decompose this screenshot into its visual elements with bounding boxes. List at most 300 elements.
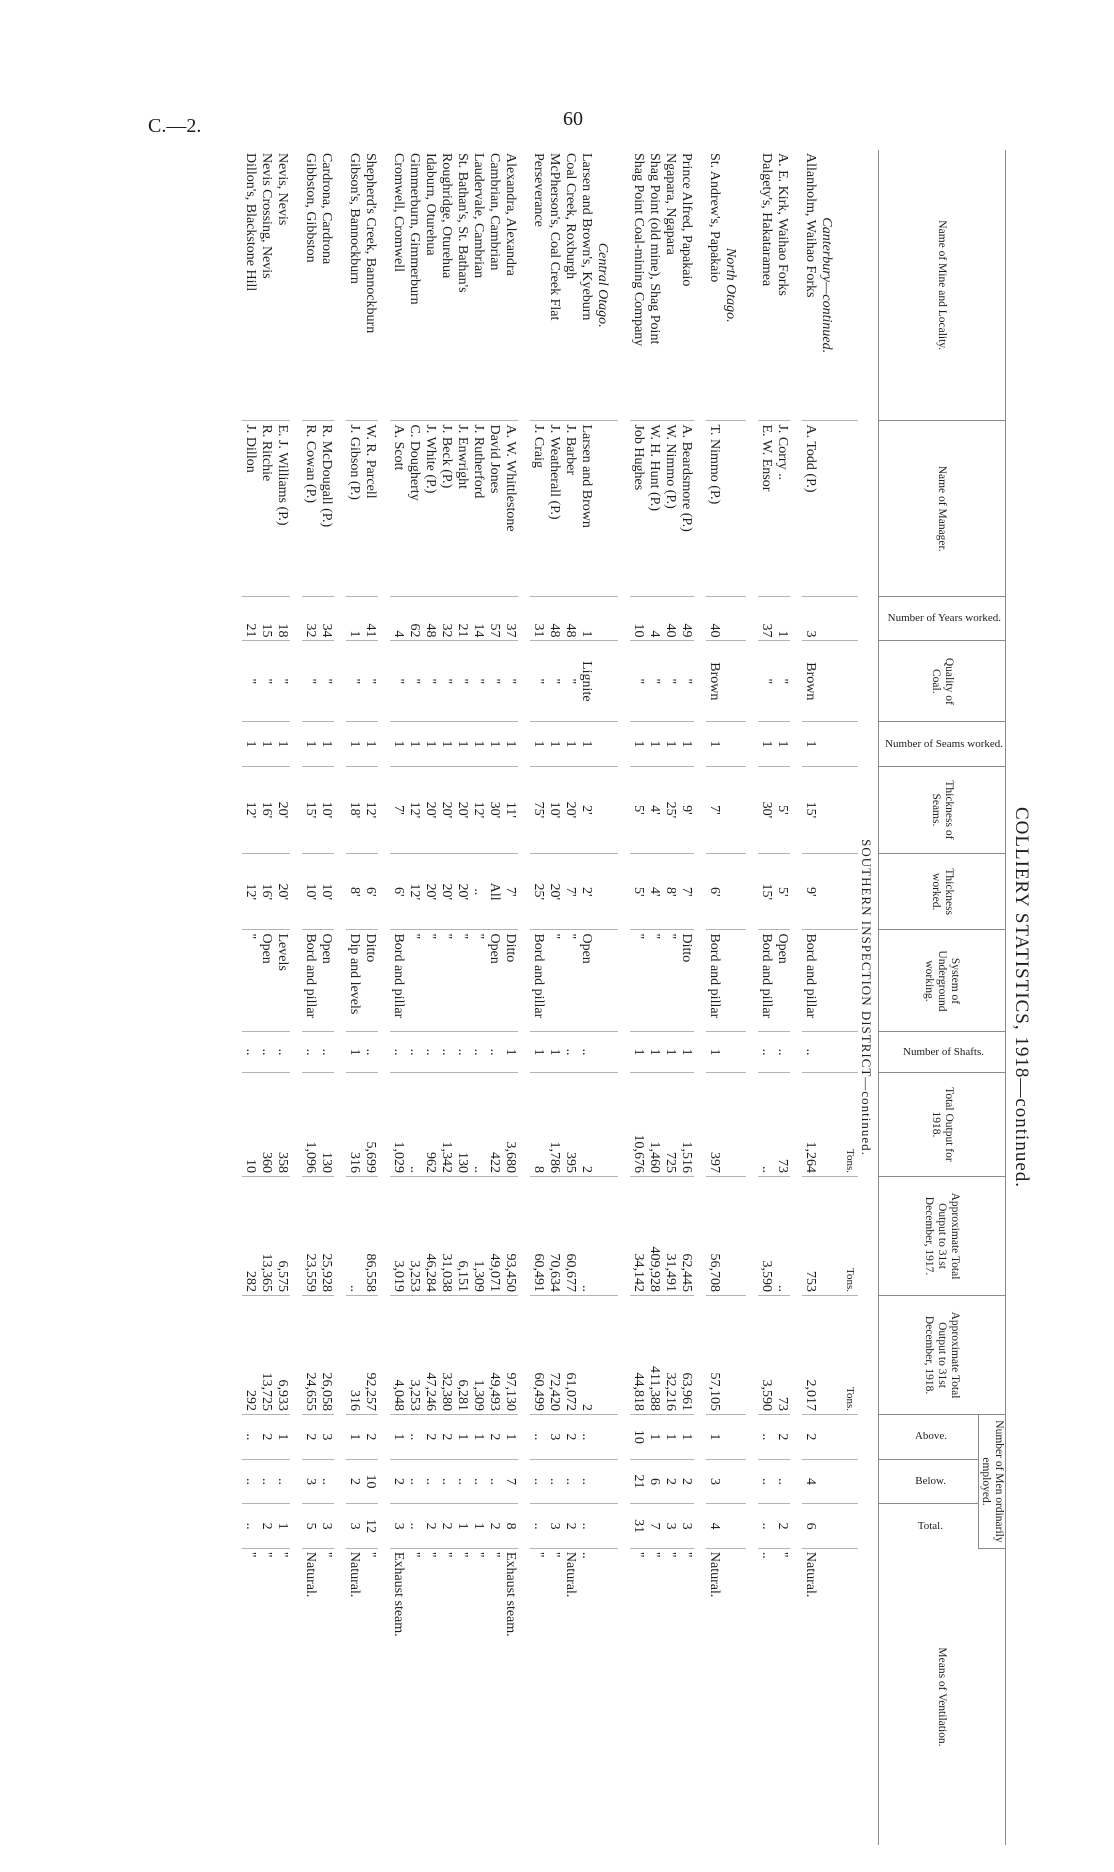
cell-vent: " — [547, 1551, 562, 1558]
cell-manager: J. Barber — [562, 421, 578, 596]
cell-ts: 30' — [758, 766, 774, 853]
group-spacer — [378, 150, 390, 1845]
cell-tw: 12' — [242, 853, 258, 930]
cell-below: 2 — [390, 1459, 406, 1504]
cell-years: 62 — [406, 596, 422, 641]
cell-above: 2 — [774, 1415, 790, 1460]
cell-vent: " — [487, 1551, 502, 1558]
cell-below: 6 — [646, 1459, 662, 1504]
group-spacer — [518, 150, 530, 1845]
cell-years: 41 — [362, 596, 378, 641]
cell-to1917: 3,590 — [758, 1177, 774, 1296]
district-heading: Central Otago. — [594, 150, 618, 421]
cell-shafts: .. — [578, 1032, 594, 1072]
cell-below: .. — [422, 1459, 438, 1504]
cell-above: 2 — [438, 1415, 454, 1460]
cell-below: 3 — [706, 1459, 722, 1504]
cell-mine: Allanholm, Waihao Forks — [802, 150, 818, 421]
cell-seams: 1 — [242, 722, 258, 767]
header-shafts: Number of Shafts. — [879, 1032, 1006, 1072]
cell-quality: " — [362, 641, 378, 722]
table-row — [562, 150, 578, 1845]
cell-above: 1 — [706, 1415, 722, 1460]
cell-above: 2 — [562, 1415, 578, 1460]
cell-t1918: 130 — [318, 1072, 334, 1176]
cell-to1917: 49,071 — [486, 1177, 502, 1296]
cell-tw: 20' — [274, 853, 290, 930]
cell-manager: David Jones — [486, 421, 502, 596]
header-above: Above. — [879, 1415, 979, 1460]
cell-seams: 1 — [362, 722, 378, 767]
cell-mine: Perseverance — [530, 150, 546, 421]
cell-quality: Lignite — [578, 641, 594, 722]
cell-to1917: 6,151 — [454, 1177, 470, 1296]
cell-quality: " — [662, 641, 678, 722]
cell-mine: Roughridge, Oturehua — [438, 150, 454, 421]
cell-total: 3 — [546, 1504, 562, 1549]
cell-t1918: 3,680 — [502, 1072, 518, 1176]
district-heading: North Otago. — [722, 150, 746, 421]
table-row — [630, 150, 646, 1845]
cell-t1918: 1,786 — [546, 1072, 562, 1176]
cell-to1917: 93,450 — [502, 1177, 518, 1296]
cell-below: .. — [562, 1459, 578, 1504]
cell-manager: J. Corry .. — [774, 421, 790, 596]
cell-vent: " — [775, 1551, 790, 1558]
cell-to1918: 2 — [578, 1296, 594, 1415]
cell-tw: 20' — [454, 853, 470, 930]
cell-total: 3 — [678, 1504, 694, 1549]
cell-total: 3 — [662, 1504, 678, 1549]
table-row — [274, 150, 290, 1845]
cell-years: 4 — [646, 596, 662, 641]
cell-to1918: 92,257 — [362, 1296, 378, 1415]
header-manager: Name of Manager. — [879, 421, 1006, 596]
cell-seams: 1 — [546, 722, 562, 767]
cell-to1917: .. — [774, 1177, 790, 1296]
cell-manager: R. McDougall (P.) — [318, 421, 334, 596]
cell-vent: Exhaust steam. — [391, 1551, 406, 1637]
cell-vent: " — [455, 1551, 470, 1558]
table-body — [242, 150, 879, 1845]
cell-tw: 20' — [422, 853, 438, 930]
cell-above: 2 — [486, 1415, 502, 1460]
cell-to1917: 23,559 — [302, 1177, 318, 1296]
cell-below: 2 — [346, 1459, 362, 1504]
cell-vent: " — [259, 1551, 274, 1558]
cell-system: Levels — [274, 930, 290, 1032]
cell-below: 2 — [678, 1459, 694, 1504]
table-row — [546, 150, 562, 1845]
cell-system: " — [562, 930, 578, 1032]
cell-manager: A. W. Whittlestone — [502, 421, 518, 596]
cell-below: .. — [454, 1459, 470, 1504]
cell-system: Ditto — [502, 930, 518, 1032]
cell-t1918: 358 — [274, 1072, 290, 1176]
cell-above: .. — [758, 1415, 774, 1460]
cell-tw: 8' — [662, 853, 678, 930]
cell-quality: " — [486, 641, 502, 722]
cell-ts: 30' — [486, 766, 502, 853]
table-row — [802, 150, 818, 1845]
cell-to1917: 13,365 — [258, 1177, 274, 1296]
cell-ts: 5' — [774, 766, 790, 853]
cell-manager: J. Enwright — [454, 421, 470, 596]
cell-vent: " — [407, 1551, 422, 1558]
cell-to1917: 34,142 — [630, 1177, 646, 1296]
cell-to1918: 1,309 — [470, 1296, 486, 1415]
cell-seams: 1 — [346, 722, 362, 767]
cell-above: 1 — [470, 1415, 486, 1460]
cell-tw: 10' — [318, 853, 334, 930]
cell-below: .. — [530, 1459, 546, 1504]
cell-above: 2 — [362, 1415, 378, 1460]
cell-tw: 8' — [346, 853, 362, 930]
cell-shafts: .. — [802, 1032, 818, 1072]
cell-shafts: .. — [318, 1032, 334, 1072]
cell-above: 1 — [454, 1415, 470, 1460]
cell-t1918: .. — [406, 1072, 422, 1176]
cell-t1918: 725 — [662, 1072, 678, 1176]
cell-below: .. — [774, 1459, 790, 1504]
header-system: System of Underground working. — [879, 930, 1006, 1032]
cell-vent: " — [439, 1551, 454, 1558]
table-row — [438, 150, 454, 1845]
cell-shafts: .. — [406, 1032, 422, 1072]
cell-system: Ditto — [678, 930, 694, 1032]
cell-seams: 1 — [630, 722, 646, 767]
cell-shafts: 1 — [630, 1032, 646, 1072]
table-row — [646, 150, 662, 1845]
cell-tw: 7' — [678, 853, 694, 930]
cell-system: Open — [486, 930, 502, 1032]
cell-shafts: .. — [422, 1032, 438, 1072]
cell-total: 1 — [274, 1504, 290, 1549]
cell-mine: Nevis, Nevis — [274, 150, 290, 421]
cell-system: Bord and pillar — [706, 930, 722, 1032]
header-total: Total. — [879, 1504, 979, 1549]
cell-above: 2 — [258, 1415, 274, 1460]
cell-ts: 7' — [706, 766, 722, 853]
cell-mine: Shag Point Coal-mining Company — [630, 150, 646, 421]
cell-system: Dip and levels — [346, 930, 362, 1032]
cell-vent: " — [663, 1551, 678, 1558]
cell-tw: 20' — [438, 853, 454, 930]
cell-total: 7 — [646, 1504, 662, 1549]
cell-quality: " — [646, 641, 662, 722]
cell-mine: McPherson's, Coal Creek Flat — [546, 150, 562, 421]
cell-ts: 12' — [406, 766, 422, 853]
cell-below: .. — [486, 1459, 502, 1504]
cell-years: 32 — [302, 596, 318, 641]
cell-to1917: 6,575 — [274, 1177, 290, 1296]
table-row — [390, 150, 406, 1845]
cell-shafts: .. — [758, 1032, 774, 1072]
cell-quality: " — [758, 641, 774, 722]
cell-tw: 10' — [302, 853, 318, 930]
cell-t1918: 130 — [454, 1072, 470, 1176]
table-row — [346, 150, 362, 1845]
cell-shafts: .. — [390, 1032, 406, 1072]
table-row — [578, 150, 594, 1845]
district-heading: Canterbury—continued. — [818, 150, 842, 421]
cell-manager: T. Nimmo (P.) — [706, 421, 722, 596]
cell-quality: " — [454, 641, 470, 722]
cell-seams: 1 — [678, 722, 694, 767]
cell-years: 15 — [258, 596, 274, 641]
cell-below: .. — [758, 1459, 774, 1504]
cell-shafts: 1 — [530, 1032, 546, 1072]
report-reference: C.—2. — [148, 115, 202, 137]
cell-total: 1 — [454, 1504, 470, 1549]
cell-mine: Idaburn, Oturehua — [422, 150, 438, 421]
rotated-table-region — [154, 150, 1034, 1845]
cell-ts: 25' — [662, 766, 678, 853]
cell-total: .. — [578, 1504, 594, 1549]
cell-seams: 1 — [318, 722, 334, 767]
cell-to1917: .. — [346, 1177, 362, 1296]
unit-output-1918: Tons. — [842, 1296, 858, 1415]
table-title: COLLIERY STATISTICS, 1918—continued. — [1011, 806, 1032, 1189]
cell-to1918: 57,105 — [706, 1296, 722, 1415]
cell-vent: Natural. — [303, 1551, 318, 1598]
cell-quality: " — [274, 641, 290, 722]
district-heading-row — [722, 150, 746, 1845]
cell-years: 40 — [706, 596, 722, 641]
cell-vent: " — [631, 1551, 646, 1558]
cell-manager: J. Rutherford — [470, 421, 486, 596]
table-row — [486, 150, 502, 1845]
cell-t1918: 1,096 — [302, 1072, 318, 1176]
cell-seams: 1 — [438, 722, 454, 767]
cell-to1917: 409,928 — [646, 1177, 662, 1296]
cell-tw: .. — [470, 853, 486, 930]
cell-ts: 20' — [274, 766, 290, 853]
cell-years: 37 — [758, 596, 774, 641]
cell-seams: 1 — [274, 722, 290, 767]
page-number: 60 — [563, 108, 583, 130]
cell-ts: 11' — [502, 766, 518, 853]
cell-quality: " — [346, 641, 362, 722]
cell-mine: Shag Point (old mine), Shag Point — [646, 150, 662, 421]
cell-to1917: 86,558 — [362, 1177, 378, 1296]
cell-t1918: 5,699 — [362, 1072, 378, 1176]
cell-total: 5 — [302, 1504, 318, 1549]
group-spacer — [618, 150, 630, 1845]
cell-mine: Prince Alfred, Papakaio — [678, 150, 694, 421]
cell-to1918: 60,499 — [530, 1296, 546, 1415]
cell-system: " — [422, 930, 438, 1032]
cell-manager: Larsen and Brown — [578, 421, 594, 596]
table-row — [502, 150, 518, 1845]
cell-to1917: 3,019 — [390, 1177, 406, 1296]
cell-above: 1 — [646, 1415, 662, 1460]
cell-years: 4 — [390, 596, 406, 641]
cell-ts: 20' — [454, 766, 470, 853]
cell-to1917: 31,491 — [662, 1177, 678, 1296]
cell-tw: 4' — [646, 853, 662, 930]
cell-above: 3 — [318, 1415, 334, 1460]
cell-tw: 25' — [530, 853, 546, 930]
cell-above: 2 — [422, 1415, 438, 1460]
cell-ts: 10' — [546, 766, 562, 853]
cell-quality: " — [470, 641, 486, 722]
cell-years: 18 — [274, 596, 290, 641]
cell-total: .. — [242, 1504, 258, 1549]
cell-to1917: 60,677 — [562, 1177, 578, 1296]
cell-system: " — [470, 930, 486, 1032]
cell-ts: 12' — [362, 766, 378, 853]
cell-to1918: 61,072 — [562, 1296, 578, 1415]
cell-shafts: 1 — [502, 1032, 518, 1072]
cell-years: 3 — [802, 596, 818, 641]
cell-mine: Cardrona, Cardrona — [318, 150, 334, 421]
cell-total: 3 — [346, 1504, 362, 1549]
cell-t1918: 73 — [774, 1072, 790, 1176]
cell-below: 7 — [502, 1459, 518, 1504]
cell-manager: J. White (P.) — [422, 421, 438, 596]
cell-to1918: 47,246 — [422, 1296, 438, 1415]
cell-tw: 7' — [562, 853, 578, 930]
group-spacer — [334, 150, 346, 1845]
cell-vent: " — [531, 1551, 546, 1558]
cell-vent: " — [679, 1551, 694, 1558]
cell-manager: A. Beardsmore (P.) — [678, 421, 694, 596]
cell-manager: Job Hughes — [630, 421, 646, 596]
cell-ts: 75' — [530, 766, 546, 853]
cell-to1917: 62,445 — [678, 1177, 694, 1296]
cell-vent: " — [647, 1551, 662, 1558]
cell-t1918: 422 — [486, 1072, 502, 1176]
cell-mine: Cromwell, Cromwell — [390, 150, 406, 421]
district-banner-row — [858, 150, 879, 1845]
cell-quality: " — [258, 641, 274, 722]
cell-seams: 1 — [422, 722, 438, 767]
cell-years: 14 — [470, 596, 486, 641]
cell-total: 31 — [630, 1504, 646, 1549]
cell-t1918: 962 — [422, 1072, 438, 1176]
cell-quality: Brown — [802, 641, 818, 722]
cell-shafts: 1 — [662, 1032, 678, 1072]
cell-below: 21 — [630, 1459, 646, 1504]
cell-vent: " — [275, 1551, 290, 1558]
cell-t1918: 395 — [562, 1072, 578, 1176]
cell-t1918: 1,029 — [390, 1072, 406, 1176]
cell-to1918: 292 — [242, 1296, 258, 1415]
cell-t1918: .. — [470, 1072, 486, 1176]
cell-above: 2 — [802, 1415, 818, 1460]
cell-below: 2 — [662, 1459, 678, 1504]
cell-tw: 6' — [706, 853, 722, 930]
cell-ts: 7' — [390, 766, 406, 853]
cell-quality: " — [502, 641, 518, 722]
cell-seams: 1 — [454, 722, 470, 767]
group-spacer — [790, 150, 802, 1845]
cell-t1918: 360 — [258, 1072, 274, 1176]
cell-ts: 12' — [470, 766, 486, 853]
cell-to1918: 2,017 — [802, 1296, 818, 1415]
cell-t1918: 1,516 — [678, 1072, 694, 1176]
cell-quality: " — [562, 641, 578, 722]
cell-below: .. — [470, 1459, 486, 1504]
cell-t1918: 10,676 — [630, 1072, 646, 1176]
cell-tw: 15' — [758, 853, 774, 930]
cell-manager: E. W. Ensor — [758, 421, 774, 596]
cell-total: .. — [758, 1504, 774, 1549]
cell-total: 2 — [438, 1504, 454, 1549]
cell-tw: 6' — [390, 853, 406, 930]
cell-quality: " — [422, 641, 438, 722]
district-heading-row — [594, 150, 618, 1845]
cell-system: Bord and pillar — [302, 930, 318, 1032]
cell-to1918: 6,933 — [274, 1296, 290, 1415]
cell-to1918: 44,818 — [630, 1296, 646, 1415]
cell-mine: Gibbston, Gibbston — [302, 150, 318, 421]
cell-t1918: 1,342 — [438, 1072, 454, 1176]
table-row — [470, 150, 486, 1845]
cell-shafts: 1 — [346, 1032, 362, 1072]
cell-years: 31 — [530, 596, 546, 641]
cell-t1918: 316 — [346, 1072, 362, 1176]
district-banner: SOUTHERN INSPECTION DISTRICT—continued. — [859, 839, 874, 1156]
cell-years: 48 — [546, 596, 562, 641]
cell-shafts: 1 — [546, 1032, 562, 1072]
cell-vent: .. — [759, 1551, 774, 1559]
cell-system: " — [630, 930, 646, 1032]
cell-years: 21 — [242, 596, 258, 641]
colliery-statistics-table — [242, 150, 1006, 1845]
cell-mine: Dalgety's, Hakataramea — [758, 150, 774, 421]
cell-to1918: 411,388 — [646, 1296, 662, 1415]
cell-system: Ditto — [362, 930, 378, 1032]
cell-vent: " — [363, 1551, 378, 1558]
cell-to1918: 63,961 — [678, 1296, 694, 1415]
cell-ts: 20' — [562, 766, 578, 853]
cell-manager: W. H. Hunt (P.) — [646, 421, 662, 596]
cell-seams: 1 — [530, 722, 546, 767]
cell-system: " — [454, 930, 470, 1032]
cell-mine: St. Andrew's, Papakaio — [706, 150, 722, 421]
cell-to1917: 70,634 — [546, 1177, 562, 1296]
cell-to1918: 72,420 — [546, 1296, 562, 1415]
table-row — [318, 150, 334, 1845]
cell-system: " — [406, 930, 422, 1032]
cell-above: 1 — [346, 1415, 362, 1460]
cell-below: .. — [546, 1459, 562, 1504]
cell-system: " — [438, 930, 454, 1032]
cell-manager: J. Weatherall (P.) — [546, 421, 562, 596]
table-row — [302, 150, 318, 1845]
cell-below: .. — [258, 1459, 274, 1504]
cell-to1918: 24,655 — [302, 1296, 318, 1415]
cell-mine: Nevis Crossing, Nevis — [258, 150, 274, 421]
cell-shafts: .. — [274, 1032, 290, 1072]
cell-vent: Natural. — [347, 1551, 362, 1598]
cell-mine: Coal Creek, Roxburgh — [562, 150, 578, 421]
cell-to1917: 3,253 — [406, 1177, 422, 1296]
header-quality: Quality of Coal. — [879, 641, 1006, 722]
cell-mine: Laudervale, Cambrian — [470, 150, 486, 421]
cell-tw: 9' — [802, 853, 818, 930]
cell-tw: All — [486, 853, 502, 930]
cell-ts: 20' — [438, 766, 454, 853]
cell-total: 2 — [486, 1504, 502, 1549]
cell-quality: " — [678, 641, 694, 722]
table-row — [258, 150, 274, 1845]
cell-below: 4 — [802, 1459, 818, 1504]
cell-tw: 7' — [502, 853, 518, 930]
cell-seams: 1 — [406, 722, 422, 767]
